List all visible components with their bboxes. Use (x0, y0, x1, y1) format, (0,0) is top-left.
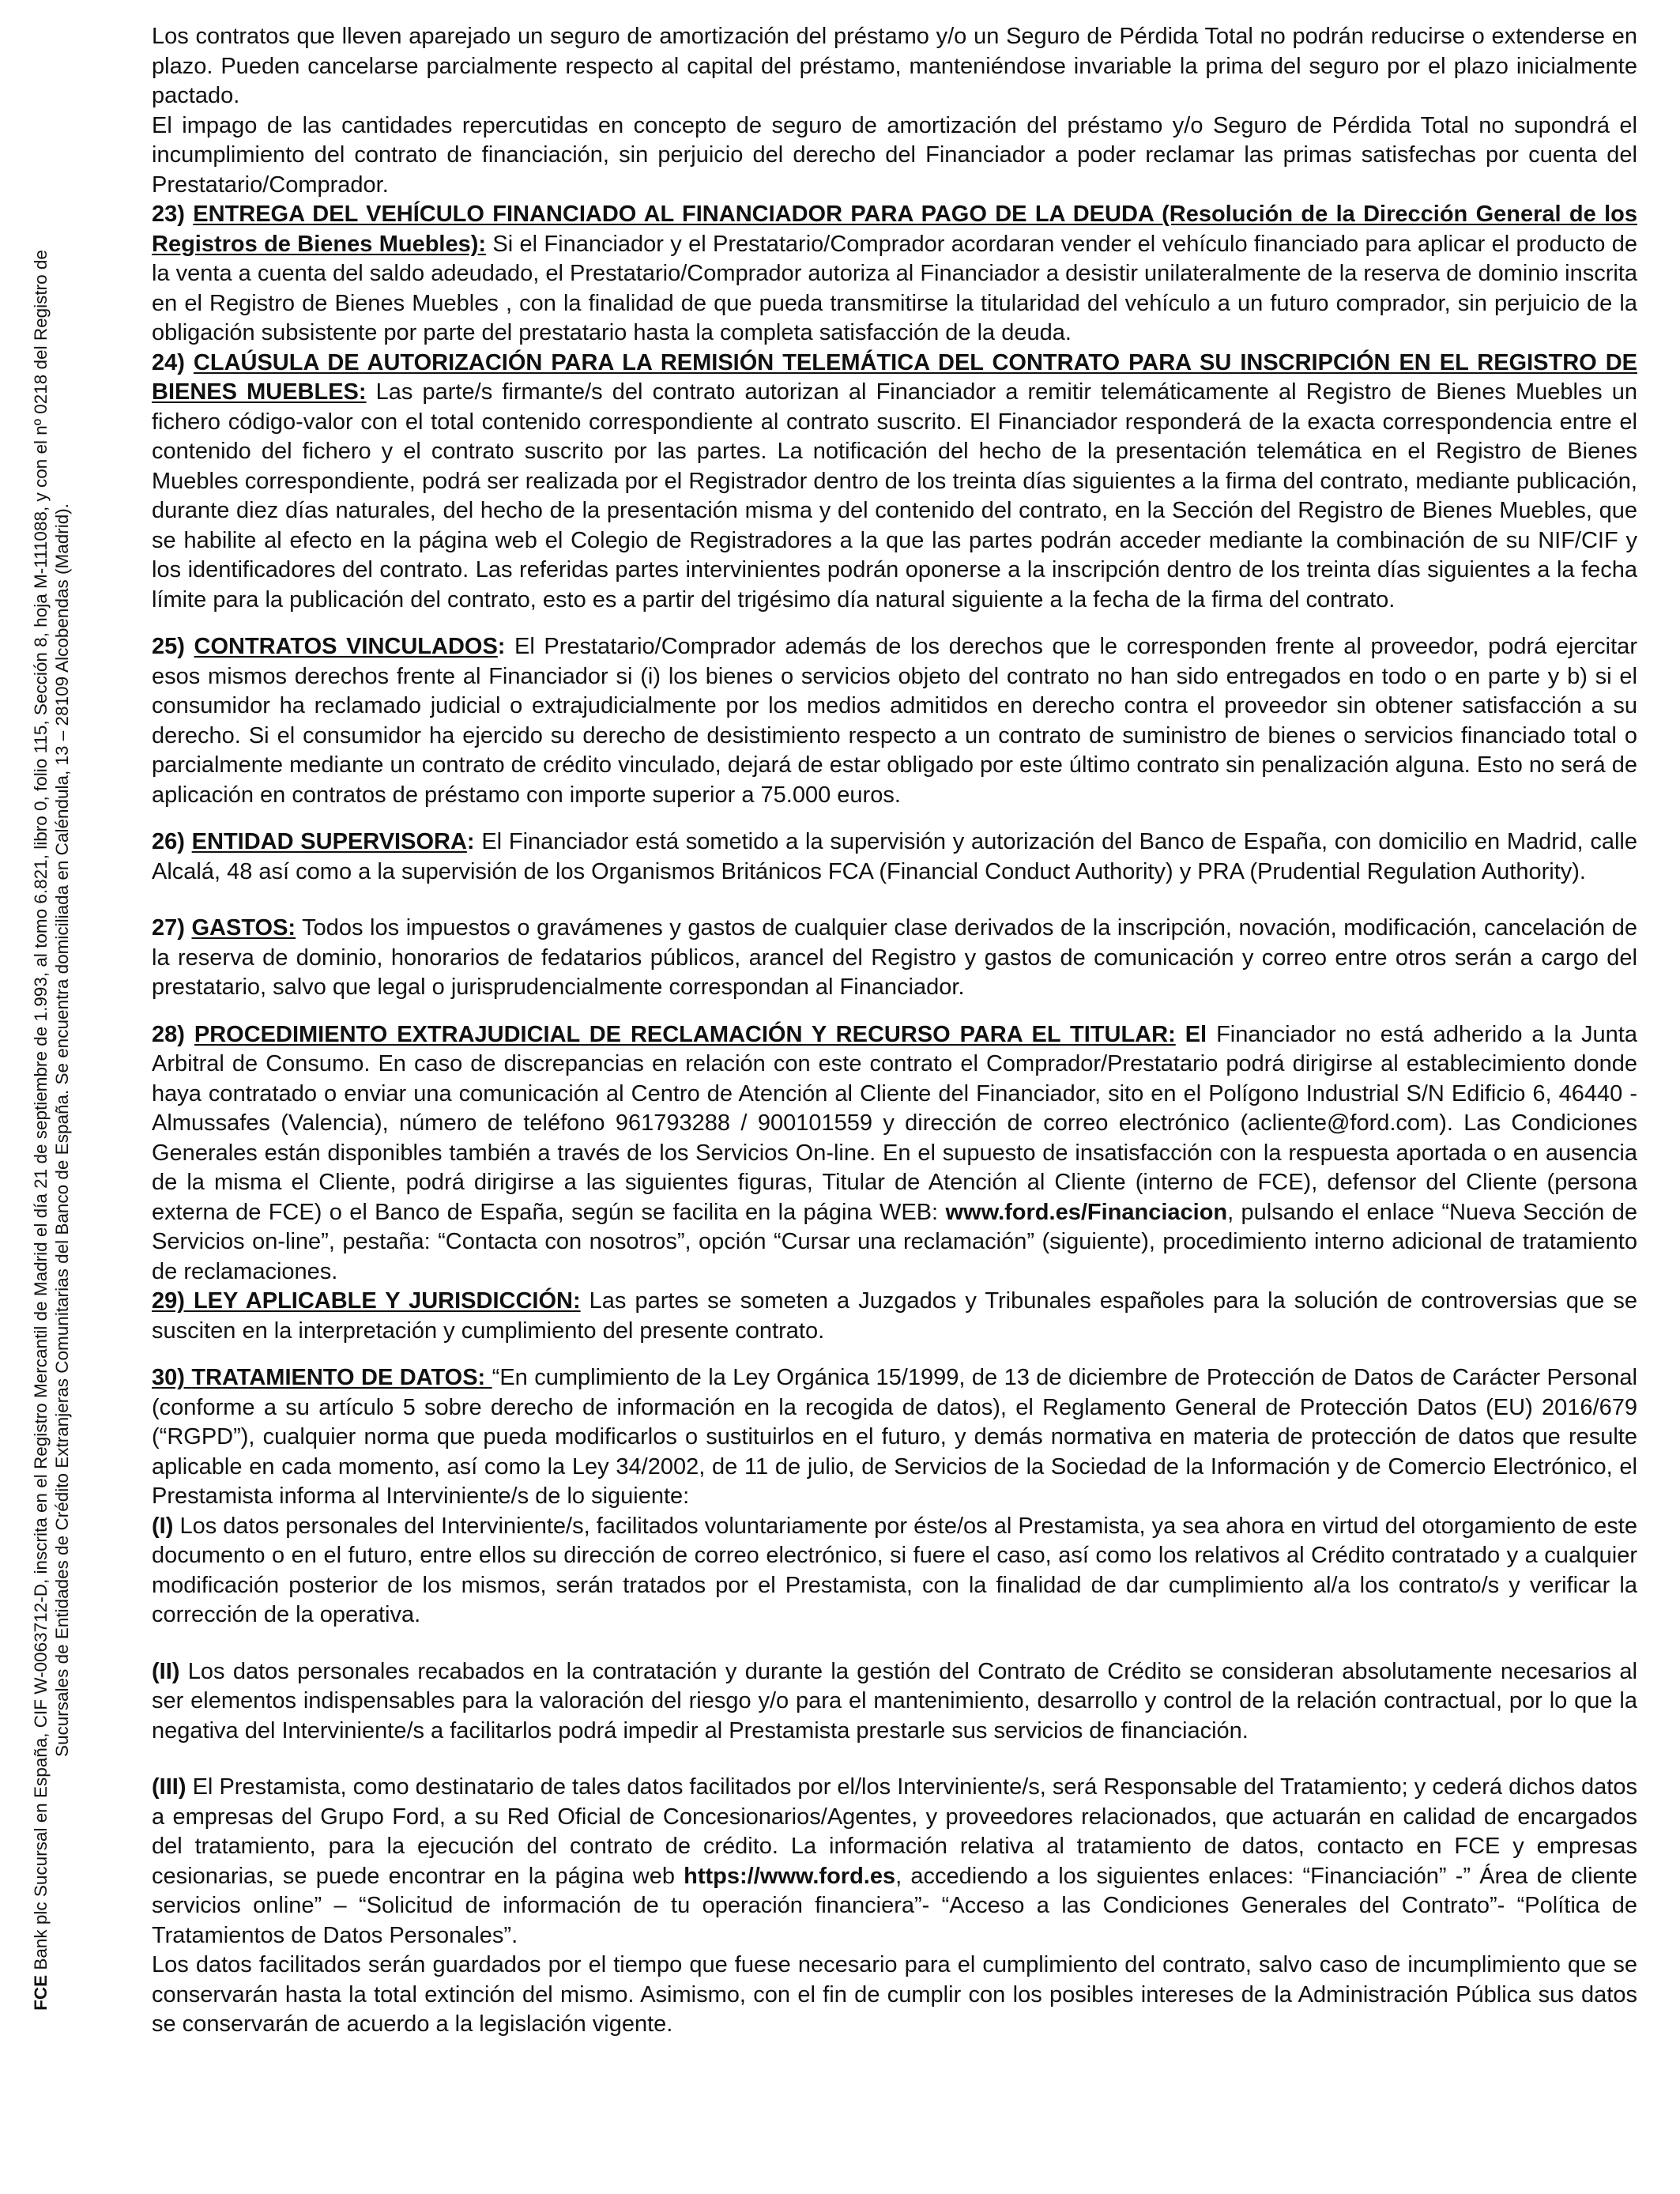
clause-30-title: TRATAMIENTO DE DATOS: (191, 1365, 492, 1390)
clause-30-item-ii (152, 1657, 1637, 1747)
clause-27-heading (152, 915, 296, 941)
clause-30-heading (152, 1365, 492, 1390)
item-ii-label: (II) (152, 1658, 180, 1684)
clause-27-title: GASTOS: (191, 915, 296, 941)
clause-26-colon: : (466, 829, 475, 854)
clause-24-text: Las parte/s firmante/s del contrato autorizan al Financiador a remitir telemáticamente al Registro de Bienes Muebles un fichero código-valor con el total contenido correspondiente al contrato suscrito. El Financiador responderá de la exacta correspondencia entre el contenido del fichero y el contrato suscrito por las partes. La notificación del hecho de la presentación telemática en el Registro de Bienes Muebles correspondiente, podrá ser realizada por el Registrador dentro de los treinta días siguientes a la firma del contrato, mediante publicación, durante diez días naturales, del hecho de la presentación misma y del contenido del contrato, en la Sección del Registro de Bienes Muebles, que se habilite al efecto en la página web el Colegio de Registradores a la que las partes podrán acceder mediante la combinación de su NIF/CIF y los identificadores del contrato. Las referidas partes intervinientes podrán oponerse a la inscripción dentro de los treinta días siguientes a la fecha límite para la publicación del contrato, esto es a partir del trigésimo día natural siguiente a la fecha de la firma del contrato. (152, 379, 1637, 613)
clause-30-number: 30) (152, 1365, 192, 1390)
clause-30 (152, 1363, 1637, 1512)
clause-29 (152, 1287, 1637, 1346)
clause-26-title: ENTIDAD SUPERVISORA (191, 829, 467, 854)
intro-paragraph-1: Los contratos que lleven aparejado un seguro de amortización del préstamo y/o un Seguro de Pérdida Total no podrán reducirse o extenderse en plazo. Pueden cancelarse parcialmente respecto al capital del préstamo, manteniéndose invariable la prima del seguro por el plazo inicialmente pactado. (152, 24, 1637, 108)
clause-25 (152, 632, 1637, 810)
clause-25-title: CONTRATOS VINCULADOS (194, 634, 498, 659)
item-iii-label: (III) (152, 1774, 186, 1800)
intro-paragraph-2: El impago de las cantidades repercutidas en concepto de seguro de amortización del préstamo y/o Seguro de Pérdida Total no supondrá el incumplimiento del contrato de financiación, sin perjuicio del derecho del Financiador a poder reclamar las primas satisfechas por cuenta del Prestatario/Comprador. (152, 112, 1637, 198)
item-ii-text: Los datos personales recabados en la contratación y durante la gestión del Contrato de Crédito se consideran absolutamente necesarios al ser elementos indispensables para la valoración del riesgo y/o para el mantenimiento, desarrollo y control de la relación contractual, por lo que la negativa del Interviniente/s a facilitarlos podrá impedir al Prestamista prestarle sus servicios de financiación. (152, 1658, 1637, 1744)
clause-24-title: CLAÚSULA DE AUTORIZACIÓN PARA LA REMISIÓN TELEMÁTICA DEL CONTRATO PARA SU INSCRIPCIÓN EN EL REGISTRO DE BIENES MUEBLES: (152, 349, 1637, 405)
item-iii-text: El Prestamista, como destinatario de tales datos facilitados por el/los Interviniente/s, será Responsable del Tratamiento; y cederá dichos datos a empresas del Grupo Ford, a su Red Oficial de Concesionarios/Agentes, y proveedores relacionados, que actuarán en calidad de encargados del tratamiento, para la ejecución del contrato de crédito. La información relativa al tratamiento de datos, contacto en FCE y empresas cesionarias, se puede encontrar en la página web (152, 1774, 1637, 1889)
clause-29-text: Las partes se someten a Juzgados y Tribunales españoles para la solución de controversias que se susciten en la interpretación y cumplimiento del presente contrato. (152, 1288, 1637, 1344)
clause-28 (152, 1020, 1637, 1287)
clause-28-number: 28) (152, 1021, 194, 1047)
clause-23-title: ENTREGA DEL VEHÍCULO FINANCIADO AL FINANCIADOR PARA PAGO DE LA DEUDA (Resolución de la Dirección General de los Registros de Bienes Muebles): (152, 202, 1637, 257)
clause-30-item-iii (152, 1773, 1637, 1951)
clause-23 (152, 200, 1637, 349)
clause-28-text: Financiador no está adherido a la Junta Arbitral de Consumo. En caso de discrepancias en relación con este contrato el Comprador/Prestatario podrá dirigirse al establecimiento donde haya contratado o enviar una comunicación al Centro de Atención al Cliente del Financiador, sito en el Polígono Industrial S/N Edificio 6, 46440 - Almussafes (Valencia), número de teléfono 961793288 / 900101559 y dirección de correo electrónico (acliente@ford.com). Las Condiciones Generales están disponibles también a través de los Servicios On-line. En el supuesto de insatisfacción con la respuesta aportada o en ausencia de la misma el Cliente, podrá dirigirse a las siguientes figuras, Titular de Atención al Cliente (interno de FCE), defensor del Cliente (persona externa de FCE) o el Banco de España, según se facilita en la página WEB: (152, 1021, 1637, 1225)
clause-23-number: 23) (152, 202, 194, 227)
clause-30-text: “En cumplimiento de la Ley Orgánica 15/1999, de 13 de diciembre de Protección de Datos de Carácter Personal (conforme a su artículo 5 sobre derecho de información en la recogida de datos), el Reglamento General de Protección Datos (EU) 2016/679 (“RGPD”), cualquier norma que pueda modificarlos o sustituirlos en el futuro, y demás normativa en materia de protección de datos que resulte aplicable en cada momento, así como la Ley 34/2002, de 11 de julio, de Servicios de la Sociedad de la Información y de Comercio Electrónico, el Prestamista informa al Interviniente/s de lo siguiente: (152, 1365, 1637, 1509)
clause-30-item-i (152, 1512, 1637, 1630)
clause-24-number: 24) (152, 349, 194, 375)
clause-29-title: LEY APLICABLE Y JURISDICCIÓN: (193, 1288, 581, 1314)
sidebar-line-1 (30, 134, 51, 2126)
clause-26 (152, 827, 1637, 887)
clause-25-heading (152, 634, 505, 659)
company-name: FCE (31, 1974, 51, 2011)
clause-26-text: El Financiador está sometido a la supervisión y autorización del Banco de España, con domicilio en Madrid, calle Alcalá, 48 así como a la supervisión de los Organismos Británicos FCA (Financial Conduct Authority) y PRA (Prudential Regulation Authority). (152, 829, 1637, 884)
item-i-text: Los datos personales del Interviniente/s, facilitados voluntariamente por éste/os al Prestamista, ya sea ahora en virtud del otorgamiento de este documento o en el futuro, entre ellos su dirección de correo electrónico, si fuere el caso, así como los relativos al Crédito contratado y a cualquier modificación posterior de los mismos, serán tratados por el Prestamista, con la finalidad de dar cumplimiento al/a los contrato/s y verificar la corrección de la operativa. (152, 1513, 1637, 1627)
clause-25-number: 25) (152, 634, 194, 659)
clause-27-text: Todos los impuestos o gravámenes y gastos de cualquier clase derivados de la inscripción, novación, modificación, cancelación de la reserva de dominio, honorarios de fedatarios públicos, arancel del Registro y gastos de comunicación y correo entre otros serán a cargo del prestatario, salvo que legal o jurisprudencialmente correspondan al Financiador. (152, 915, 1637, 1000)
sidebar-legal-notice (30, 134, 73, 2126)
clause-30-final-paragraph: Los datos facilitados serán guardados por el tiempo que fuese necesario para el cumplimiento del contrato, salvo caso de incumplimiento que se conservarán hasta la total extinción del mismo. Asimismo, con el fin de cumplir con los posibles intereses de la Administración Pública sus datos se conservarán de acuerdo a la legislación vigente. (152, 1952, 1637, 2037)
item-i-label: (I) (152, 1513, 174, 1539)
clause-25-colon: : (497, 634, 506, 659)
clause-25-text: El Prestatario/Comprador además de los derechos que le corresponden frente al proveedor, podrá ejercitar esos mismos derechos frente al Financiador si (i) los bienes o servicios objeto del contrato no han sido entregados en todo o en parte y b) si el consumidor ha reclamado judicial o extrajudicialmente por los medios admitidos en derecho contra el proveedor sin obtener satisfacción a su derecho. Si el consumidor ha ejercido su derecho de desistimiento respecto a un contrato de suministro de bienes o servicios financiado total o parcialmente mediante un contrato de crédito vinculado, dejará de estar obligado por este último contrato sin penalización alguna. Esto no será de aplicación en contratos de préstamo con importe superior a 75.000 euros. (152, 634, 1637, 808)
clause-28-text-continued: , pulsando el enlace “Nueva Sección de Servicios on-line”, pestaña: “Contacta con nosotros”, opción “Cursar una reclamación” (siguiente), procedimiento interno adicional de tratamiento de reclamaciones. (152, 1199, 1637, 1284)
sidebar-line-2: Sucursales de Entidades de Crédito Extranjeras Comunitarias del Banco de España. Se encuentra domiciliada en Caléndula, 13 – 28109 Alcobendas (Madrid). (52, 503, 72, 1757)
clause-28-heading (152, 1022, 1207, 1047)
financiacion-link[interactable]: www.ford.es/Financiacion (945, 1199, 1228, 1225)
item-iii-text-continued: , accediendo a los siguientes enlaces: “Financiación” -” Área de cliente servicios online” – “Solicitud de información de tu operación financiera”- “Acceso a las Condiciones Generales del Contrato”- “Política de Tratamientos de Datos Personales”. (152, 1863, 1637, 1948)
clause-27 (152, 914, 1637, 1003)
clause-29-heading (152, 1288, 581, 1314)
clause-26-number: 26) (152, 829, 192, 854)
clause-24 (152, 349, 1637, 616)
ford-website-link[interactable]: https://www.ford.es (684, 1863, 896, 1889)
clause-26-heading (152, 829, 475, 854)
clause-28-title: PROCEDIMIENTO EXTRAJUDICIAL DE RECLAMACIÓN Y RECURSO PARA EL TITULAR: (194, 1021, 1176, 1047)
clause-27-number: 27) (152, 915, 192, 941)
clause-28-lead: El (1175, 1021, 1207, 1047)
clause-29-number: 29) (152, 1288, 194, 1314)
clause-23-text: Si el Financiador y el Prestatario/Comprador acordaran vender el vehículo financiado para aplicar el producto de la venta a cuenta del saldo adeudado, el Prestatario/Comprador autoriza al Financiador a desistir unilateralmente de la reserva de dominio inscrita en el Registro de Bienes Muebles , con la finalidad de que pueda transmitirse la titularidad del vehículo a un futuro comprador, sin perjuicio de la obligación subsistente por parte del prestatario hasta la completa satisfacción de la deuda. (152, 231, 1637, 345)
document-page (152, 22, 1637, 2040)
sidebar-line-1-text: Bank plc Sucursal en España, CIF W-0063712-D, inscrita en el Registro Mercantil de Madrid el día 21 de septiembre de 1.993, al tomo 6.821, libro 0, folio 115, Sección 8, hoja M-111088, y con el nº 0218 del Registro de (31, 250, 51, 1975)
